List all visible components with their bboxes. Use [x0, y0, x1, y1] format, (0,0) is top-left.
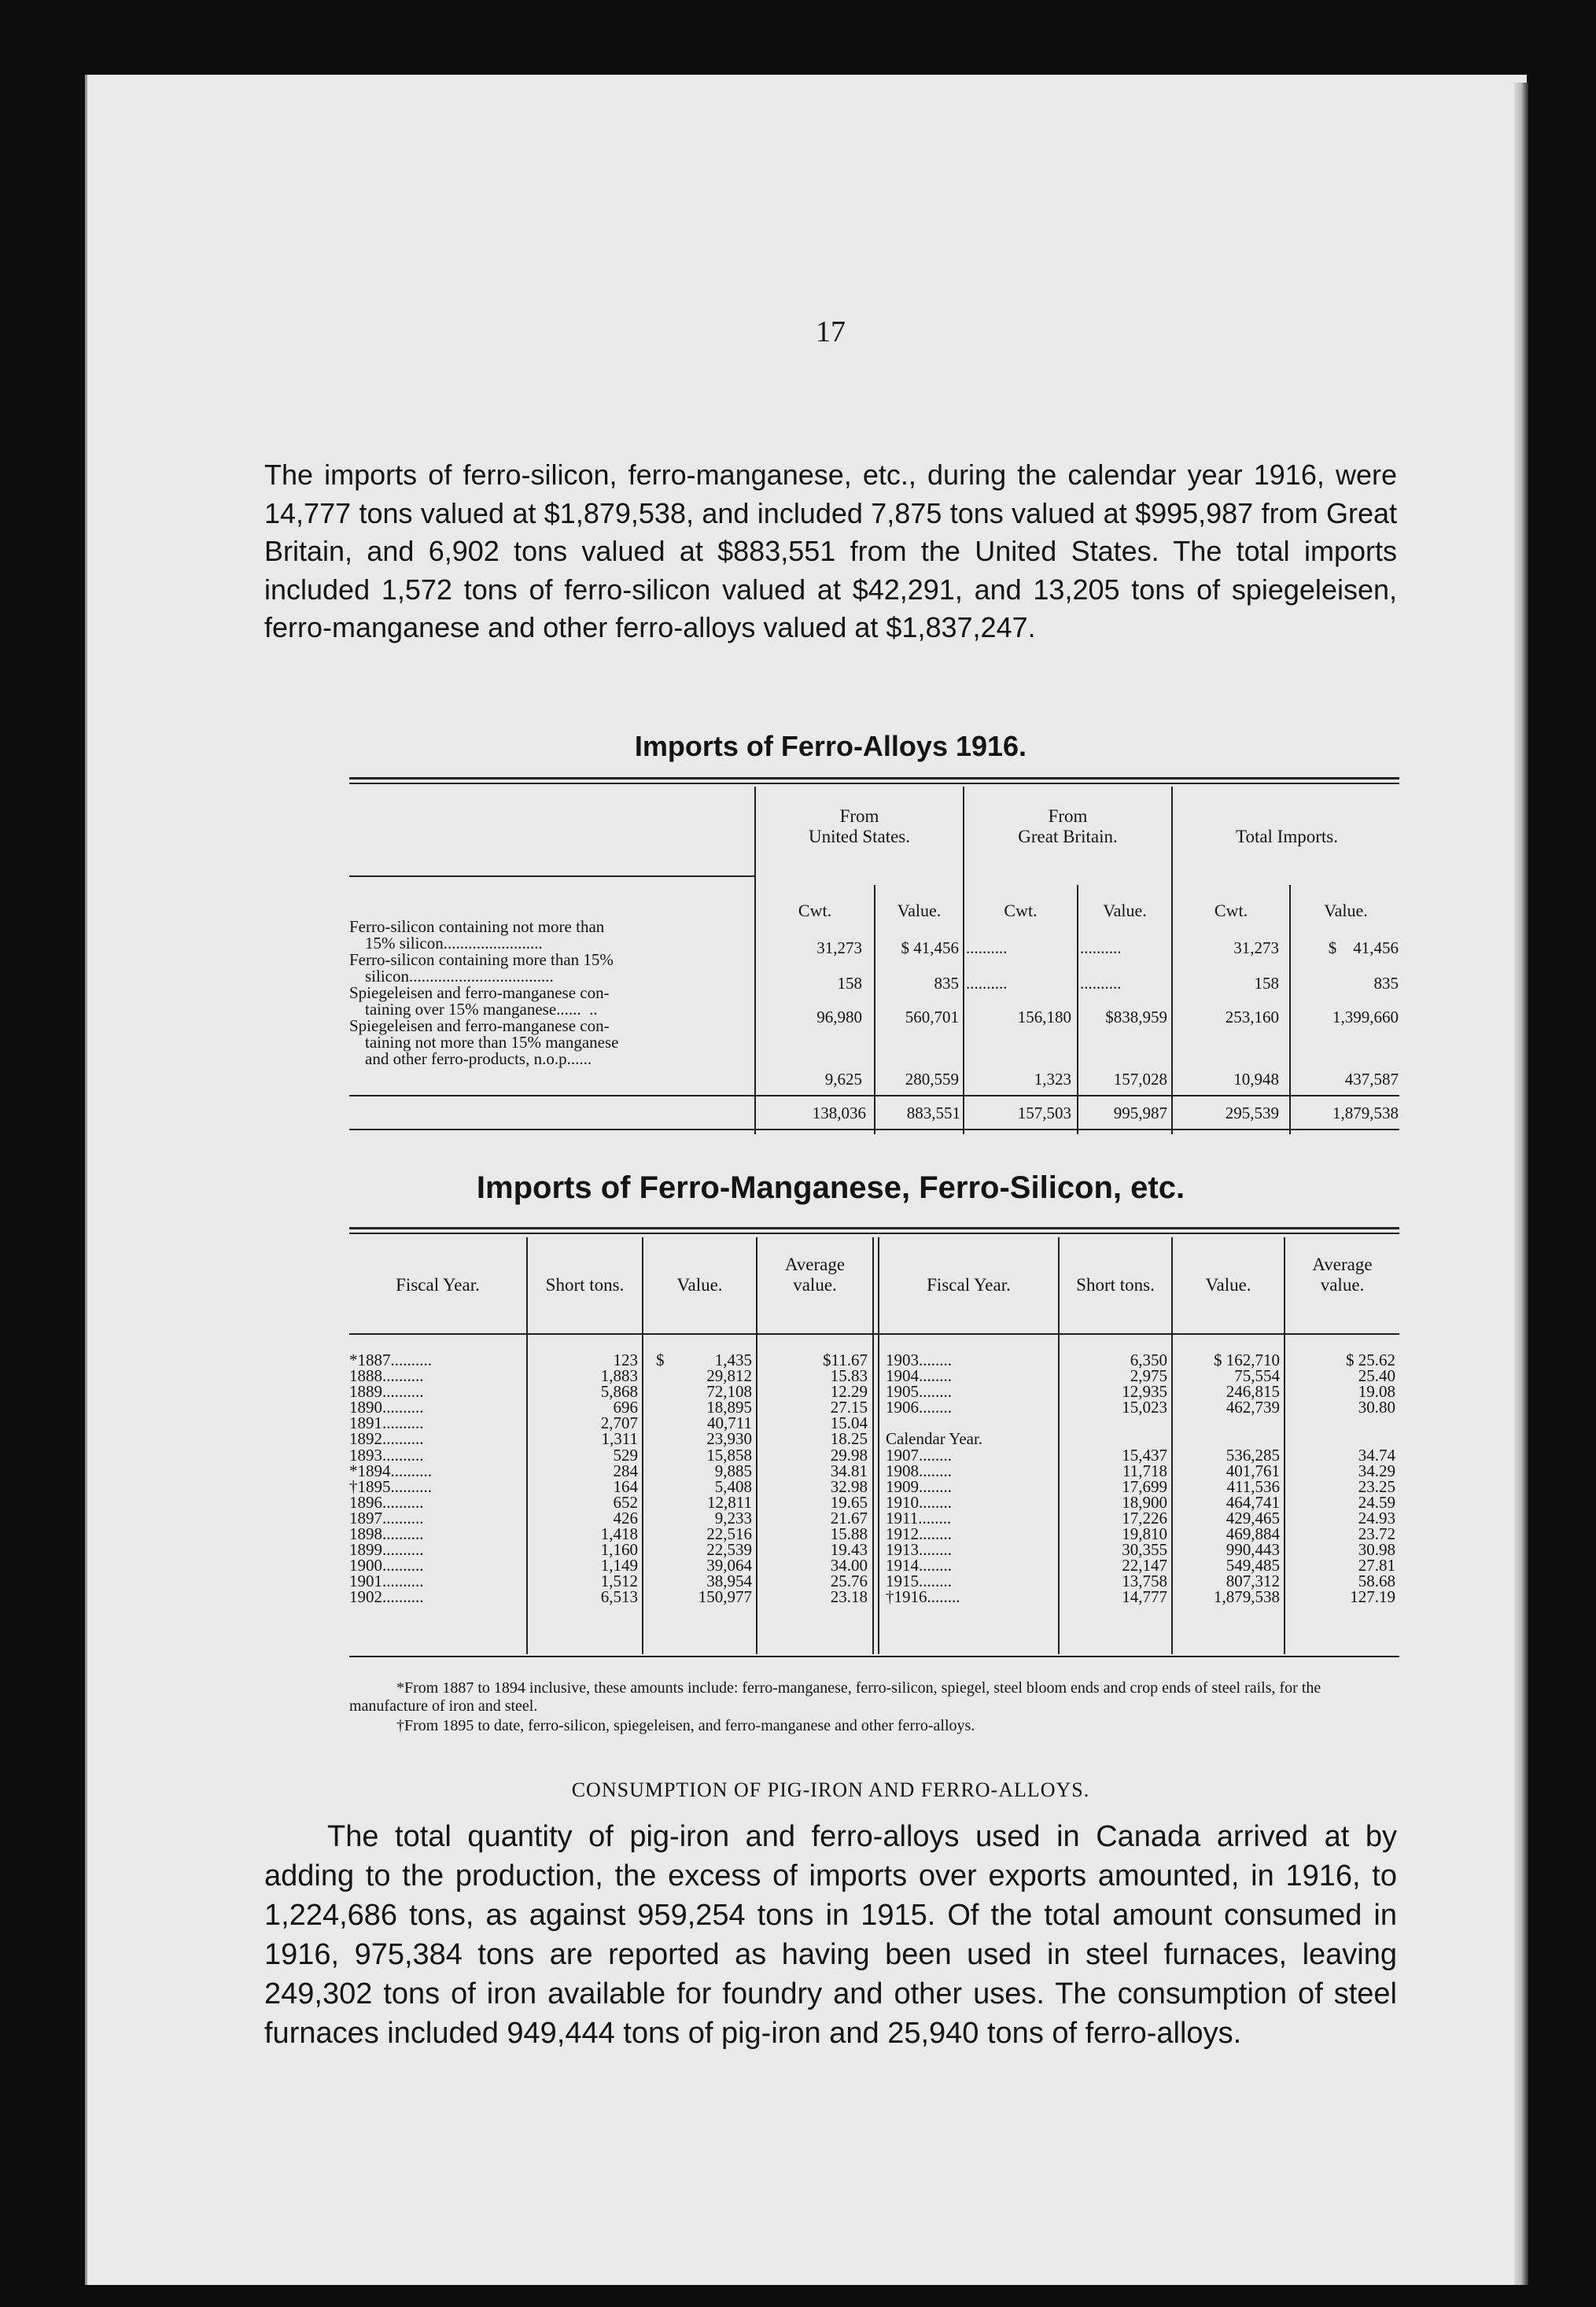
closing-paragraph: The total quantity of pig-iron and ferro-alloys used in Canada arrived at by adding to the production, the excess of imports over exports amounted, in 1916, to 1,224,686 tons, as against 959,254 tons in 1915. Of the total amount consumed in 1916, 975,384 tons are reported as having been used in steel furnaces, leaving 249,302 tons of iron available for foundry and other uses. The consumption of steel furnaces included 949,444 tons of pig-iron and 25,940 tons of ferro-alloys.: [264, 1820, 1397, 2050]
table1-cell: 158: [837, 974, 862, 993]
table2-right-average: $ 25.62 25.40 19.08 30.80 34.74 34.29 23.25 24.59 24.93 23.72 30.98 27.81 58.68 127.19: [1346, 1351, 1395, 1607]
table2-left-average: $11.67 15.83 12.29 27.15 15.04 18.25 29.98 34.81 32.98 19.65 21.67 15.88 19.43 34.00 25.76 23.18: [823, 1351, 868, 1607]
table1-cell: $ 41,456: [901, 938, 959, 957]
table1-row-label: silicon...................................: [365, 967, 554, 986]
table2-header-average-value: Average value.: [784, 1255, 846, 1295]
table1-subheader: Value.: [1103, 901, 1147, 920]
table1-cell: 9,625: [824, 1070, 862, 1089]
table2-header-average-value: Average value.: [1312, 1255, 1373, 1295]
table1-cell: 835: [1373, 974, 1399, 993]
table1-cell: 253,160: [1225, 1008, 1279, 1026]
table1-title: Imports of Ferro-Alloys 1916.: [634, 730, 1027, 762]
table1-total: 138,036: [812, 1104, 866, 1122]
table1-cell: 158: [1254, 974, 1279, 993]
table1-cell: 835: [934, 974, 959, 993]
page-number: 17: [816, 315, 846, 348]
table1-cell: ..........: [966, 975, 1008, 992]
table2-right-years: 1903........ 1904........ 1905........ 1906........ Calendar Year. 1907........ 1908........ 1909........ 1910........ 1911........ 1912........ 1913........ 1914........ 1915........ †1916........: [886, 1352, 983, 1605]
table1-group-gb: From Great Britain.: [1018, 806, 1118, 846]
table1-group-total: Total Imports.: [1236, 827, 1338, 846]
table1-cell: 31,273: [1233, 938, 1279, 957]
table1-row-label: Ferro-silicon containing more than 15%: [349, 950, 614, 969]
table1-row-label: Spiegeleisen and ferro-manganese con-: [349, 1016, 610, 1035]
table1-subheader: Value.: [1324, 901, 1368, 920]
table1-row-label: 15% silicon........................: [365, 934, 543, 953]
table1-row-label: taining over 15% manganese...... ..: [365, 1000, 598, 1019]
table1-row-label: and other ferro-products, n.o.p......: [365, 1049, 592, 1068]
table1-cell: 96,980: [816, 1008, 862, 1026]
table1-cell: 10,948: [1233, 1070, 1279, 1089]
table1-cell: ..........: [1080, 940, 1122, 956]
table1-total: 995,987: [1113, 1104, 1167, 1122]
table2-header-short-tons: Short tons.: [1076, 1275, 1155, 1295]
table2-header-value: Value.: [676, 1275, 723, 1295]
table2-right-values: $ 162,710 75,554 246,815 462,739 536,285 401,761 411,536 464,741 429,465 469,884 990,443 549,485 807,312 1,879,538: [1214, 1351, 1280, 1607]
document-page: [85, 75, 1527, 2285]
table1-cell: $838,959: [1105, 1008, 1167, 1026]
table1-subheader: Cwt.: [798, 901, 832, 920]
intro-paragraph: The imports of ferro-silicon, ferro-manganese, etc., during the calendar year 1916, were 14,777 tons valued at $1,879,538, and included 7,875 tons valued at $995,987 from Great Britain, and 6,902 tons valued at $883,551 from the United States. The total imports included 1,572 tons of ferro-silicon valued at $42,291, and 13,205 tons of spiegeleisen, ferro-manganese and other ferro-alloys valued at $1,837,247.: [264, 459, 1397, 643]
table1-cell: 31,273: [816, 938, 862, 957]
table1-row-label: Ferro-silicon containing not more than: [349, 917, 605, 936]
table1-group-us: From United States.: [808, 806, 911, 846]
table1-subheader: Cwt.: [1214, 901, 1248, 920]
table1-cell: 1,323: [1034, 1070, 1071, 1089]
footnote-2: †From 1895 to date, ferro-silicon, spiegeleisen, and ferro-manganese and other ferro-alloys.: [396, 1717, 975, 1734]
table1-cell: 157,028: [1113, 1070, 1167, 1089]
table1-cell: $ 41,456: [1328, 938, 1399, 957]
table2-header-value: Value.: [1205, 1275, 1251, 1295]
table2-header-fiscal-year: Fiscal Year.: [927, 1275, 1011, 1295]
table1-cell: 1,399,660: [1332, 1008, 1399, 1026]
table1-row-label: taining not more than 15% manganese: [365, 1033, 619, 1052]
table1-total: 157,503: [1017, 1104, 1071, 1122]
page-edge-shadow: [1514, 83, 1528, 2285]
table1-subheader: Value.: [897, 901, 942, 920]
table1-top-rule: [349, 777, 1399, 784]
table1-cell: ..........: [1080, 975, 1122, 992]
table2-right-tons: 6,350 2,975 12,935 15,023 15,437 11,718 17,699 18,900 17,226 19,810 30,355 22,147 13,758 14,777: [1122, 1351, 1167, 1607]
table2-left-years: *1887.......... 1888.......... 1889.......... 1890.......... 1891.......... 1892.......... 1893.......... *1894.......... †1895.......... 1896.......... 1897.......... 1898.......... 1899.......... 1900.......... 1901.......... 1902..........: [349, 1352, 432, 1605]
table1-row-label: Spiegeleisen and ferro-manganese con-: [349, 983, 610, 1002]
table1-cell: 156,180: [1017, 1008, 1071, 1026]
table1-cell: 280,559: [905, 1070, 959, 1089]
table2-left-tons: 123 1,883 5,868 696 2,707 1,311 529 284 164 652 426 1,418 1,160 1,149 1,512 6,513: [600, 1351, 638, 1607]
table1-cell: ..........: [966, 940, 1008, 956]
section-heading: CONSUMPTION OF PIG-IRON AND FERRO-ALLOYS.: [571, 1778, 1090, 1801]
table1-total: 883,551: [906, 1104, 960, 1122]
table1-total: 295,539: [1225, 1104, 1279, 1122]
table1-subheader: Cwt.: [1004, 901, 1038, 920]
table2-title: Imports of Ferro-Manganese, Ferro-Silicon, etc.: [476, 1170, 1185, 1205]
table2-left-dollar: $: [656, 1351, 665, 1369]
table2-header-short-tons: Short tons.: [545, 1275, 625, 1295]
table1-total: 1,879,538: [1332, 1104, 1399, 1122]
table1-cell: 560,701: [905, 1008, 959, 1026]
table1-cell: 437,587: [1344, 1070, 1399, 1089]
footnote-1: *From 1887 to 1894 inclusive, these amounts include: ferro-manganese, ferro-silicon, spiegel, steel bloom ends and crop ends of steel rails, for the manufacture of iron and steel.: [349, 1679, 1321, 1715]
table2-top-rule: [349, 1227, 1399, 1234]
table2-left-values: 1,435 29,812 72,108 18,895 40,711 23,930 15,858 9,885 5,408 12,811 9,233 22,516 22,539 39,064 38,954 150,977: [698, 1351, 752, 1607]
table2-header-fiscal-year: Fiscal Year.: [396, 1275, 480, 1295]
